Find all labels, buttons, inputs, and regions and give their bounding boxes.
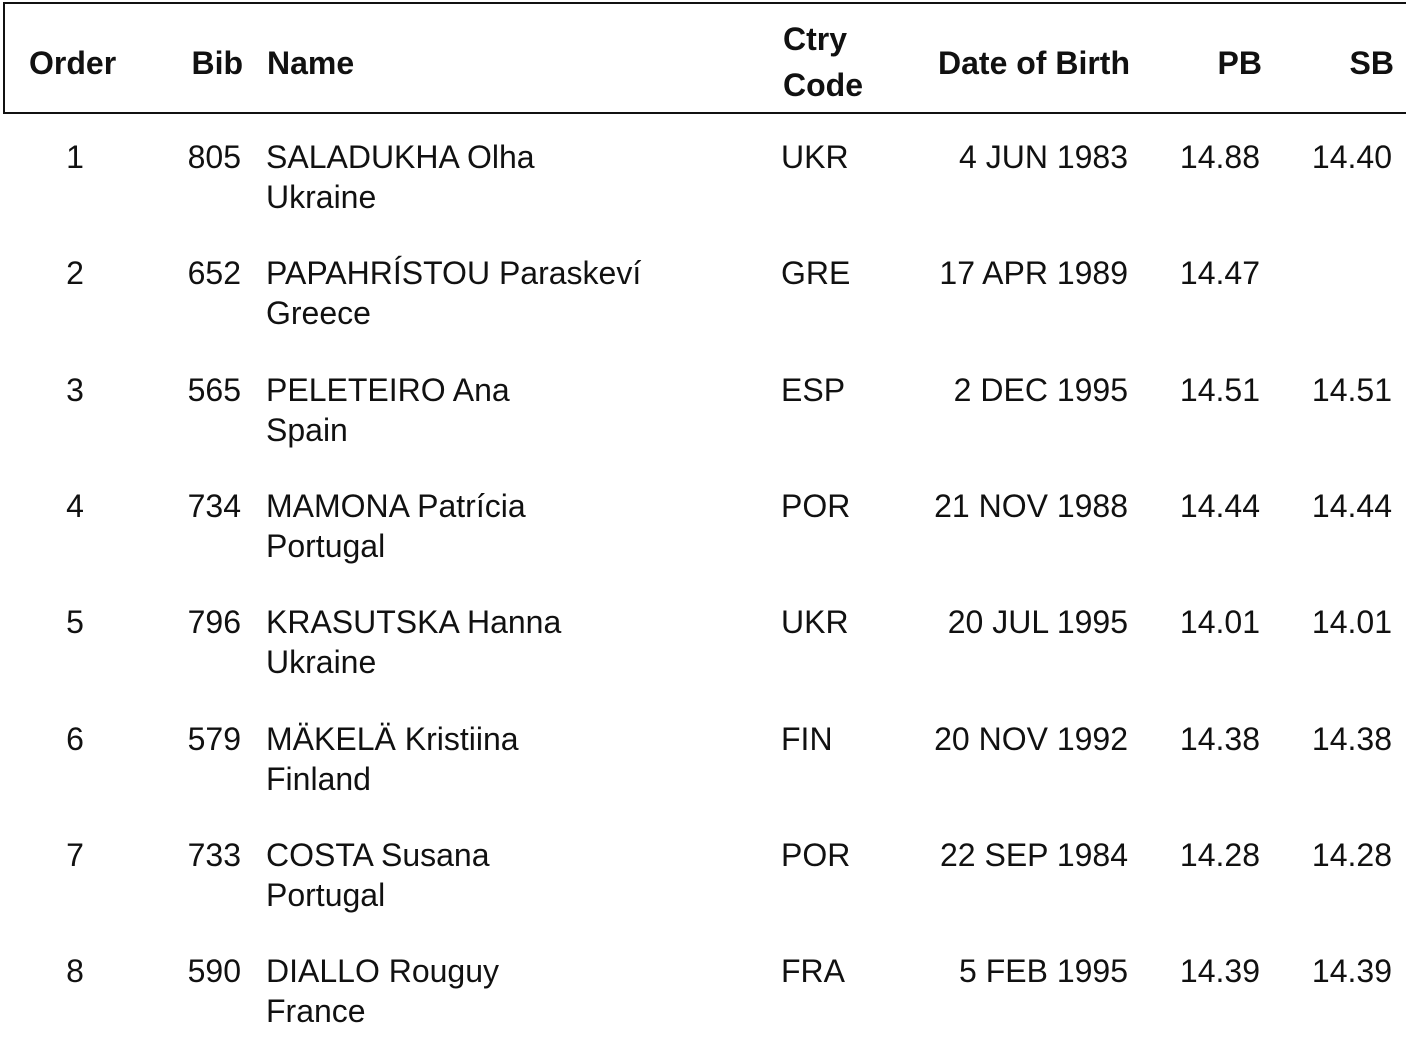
season-best: 14.38 <box>1311 720 1392 757</box>
date-of-birth: 20 NOV 1992 <box>934 720 1128 757</box>
date-of-birth: 21 NOV 1988 <box>934 487 1128 524</box>
order-cell: 3 <box>66 371 84 408</box>
personal-best: 14.47 <box>1179 255 1260 292</box>
personal-best: 14.44 <box>1179 487 1260 524</box>
country-code: FIN <box>781 720 833 757</box>
order-cell: 7 <box>66 836 84 873</box>
bib-cell: 733 <box>187 836 241 873</box>
table-row <box>0 236 1406 352</box>
order-cell: 5 <box>66 604 84 641</box>
table-row <box>0 469 1406 585</box>
athlete-name: PAPAHRÍSTOU Paraskeví <box>266 255 642 292</box>
table-row <box>0 818 1406 934</box>
country-code: UKR <box>781 139 849 175</box>
athlete-name: MÄKELÄ Kristiina <box>266 720 519 757</box>
personal-best: 14.01 <box>1179 604 1260 641</box>
country-code: UKR <box>781 604 849 641</box>
country-code: ESP <box>781 371 846 408</box>
country-code: POR <box>781 487 851 524</box>
bib-cell: 652 <box>187 255 241 292</box>
athlete-country: France <box>266 993 366 1030</box>
date-of-birth: 5 FEB 1995 <box>959 953 1128 990</box>
season-best: 14.28 <box>1311 836 1392 873</box>
athlete-country: Portugal <box>266 876 386 913</box>
season-best: 14.44 <box>1311 487 1392 524</box>
date-of-birth: 2 DEC 1995 <box>953 371 1128 408</box>
header-pb: PB <box>1217 45 1262 81</box>
header-ctry-line2: Code <box>783 67 863 103</box>
order-cell: 8 <box>66 953 84 990</box>
order-cell: 2 <box>66 255 84 292</box>
athlete-country: Greece <box>266 295 371 332</box>
header-ctry-line1: Ctry <box>783 21 848 57</box>
table-row <box>0 585 1406 701</box>
date-of-birth: 22 SEP 1984 <box>939 836 1128 873</box>
country-code: GRE <box>781 255 851 292</box>
date-of-birth: 20 JUL 1995 <box>947 604 1128 641</box>
season-best: 14.01 <box>1311 604 1392 641</box>
header-sb: SB <box>1349 45 1394 81</box>
header-date-of-birth: Date of Birth <box>938 45 1130 81</box>
date-of-birth: 4 JUN 1983 <box>959 139 1128 175</box>
bib-cell: 579 <box>187 720 241 757</box>
athlete-name: KRASUTSKA Hanna <box>266 604 562 641</box>
athlete-name: PELETEIRO Ana <box>266 371 510 408</box>
country-code: FRA <box>781 953 845 990</box>
personal-best: 14.88 <box>1179 139 1260 175</box>
table-row <box>0 934 1406 1050</box>
order-cell: 1 <box>66 139 84 175</box>
table-row <box>0 120 1406 236</box>
athlete-name: DIALLO Rouguy <box>266 953 500 990</box>
header-name: Name <box>267 45 355 81</box>
table-header <box>3 2 1406 114</box>
bib-cell: 796 <box>187 604 241 641</box>
bib-cell: 565 <box>187 371 241 408</box>
bib-cell: 805 <box>187 139 241 175</box>
season-best: 14.40 <box>1311 139 1392 175</box>
order-cell: 6 <box>66 720 84 757</box>
table-row <box>0 353 1406 469</box>
header-bib: Bib <box>191 45 243 81</box>
athlete-name: COSTA Susana <box>266 836 490 873</box>
athlete-country: Ukraine <box>266 179 377 215</box>
personal-best: 14.28 <box>1179 836 1260 873</box>
athlete-country: Spain <box>266 411 348 448</box>
season-best: 14.39 <box>1311 953 1392 990</box>
country-code: POR <box>781 836 851 873</box>
athlete-country: Ukraine <box>266 644 377 681</box>
date-of-birth: 17 APR 1989 <box>939 255 1128 292</box>
personal-best: 14.39 <box>1179 953 1260 990</box>
bib-cell: 590 <box>187 953 241 990</box>
athlete-name: SALADUKHA Olha <box>266 139 535 175</box>
athlete-name: MAMONA Patrícia <box>266 487 526 524</box>
athlete-country: Finland <box>266 760 371 797</box>
header-order: Order <box>29 45 117 81</box>
order-cell: 4 <box>66 487 84 524</box>
table-row <box>0 702 1406 818</box>
athlete-country: Portugal <box>266 527 386 564</box>
personal-best: 14.51 <box>1179 371 1260 408</box>
bib-cell: 734 <box>187 487 241 524</box>
personal-best: 14.38 <box>1179 720 1260 757</box>
season-best: 14.51 <box>1311 371 1392 408</box>
